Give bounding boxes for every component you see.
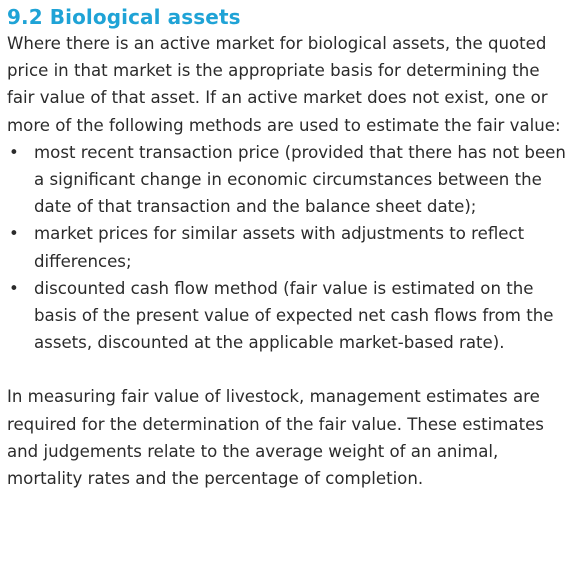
list-item-text: market prices for similar assets with adjustments to reflect differences; xyxy=(34,224,525,271)
bullet-icon: • xyxy=(9,224,19,244)
methods-list xyxy=(7,139,569,357)
bullet-icon: • xyxy=(9,278,19,298)
intro-paragraph: Where there is an active market for biological assets, the quoted price in that market is the appropriate basis for determining the fair value of that asset. If an active market does not exist, one or more of the following methods are used to estimate the fair value: xyxy=(7,34,561,135)
list-item xyxy=(7,220,569,274)
section-heading: 9.2 Biological assets xyxy=(7,5,241,29)
list-item xyxy=(7,139,569,221)
list-item xyxy=(7,275,569,357)
list-item-text: most recent transaction price (provided that there has not been a significant change in economic circumstances between the date of that transaction and the balance sheet date); xyxy=(34,142,566,217)
bullet-icon: • xyxy=(9,142,19,162)
paragraph-gap xyxy=(7,356,569,383)
list-item-text: discounted cash flow method (fair value is estimated on the basis of the present value of expected net cash flows from the assets, discounted at the applicable market-based rate). xyxy=(34,278,554,353)
closing-paragraph: In measuring fair value of livestock, management estimates are required for the determination of the fair value. These estimates and judgements relate to the average weight of an animal, mortality rates and the percentage of completion. xyxy=(7,387,544,489)
document-page xyxy=(7,4,569,492)
